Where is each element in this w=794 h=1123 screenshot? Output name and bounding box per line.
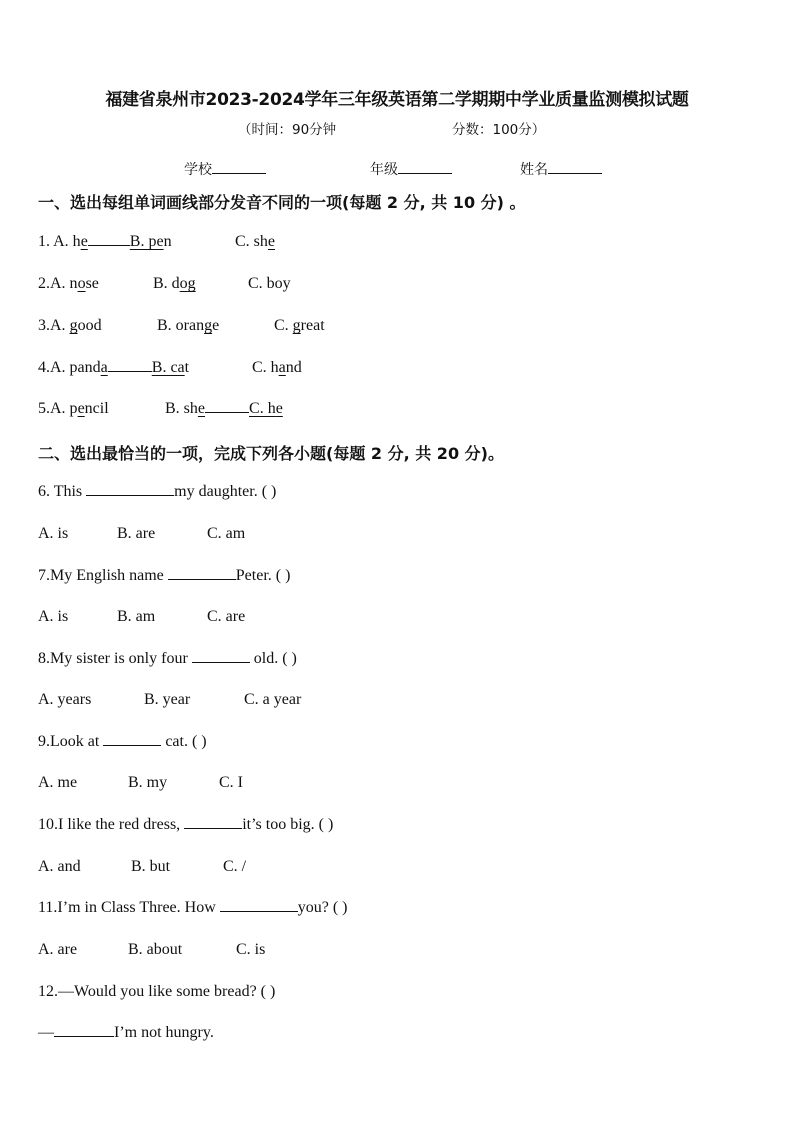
- name-blank[interactable]: [548, 159, 602, 174]
- question-6: 6. This my daughter. ( ): [38, 483, 277, 500]
- question-4: 4.A. panda B. cat: [38, 359, 190, 376]
- school-blank[interactable]: [212, 159, 266, 174]
- question-12: 12.—Would you like some bread? ( ): [38, 983, 276, 1000]
- option-a[interactable]: A. is: [38, 608, 69, 625]
- question-2-option-b: B. dog: [153, 275, 196, 292]
- school-field[interactable]: [184, 159, 266, 179]
- option-b[interactable]: B. my: [128, 774, 168, 791]
- grade-field[interactable]: [370, 159, 452, 179]
- option-b[interactable]: B. am: [117, 608, 156, 625]
- question-3-option-c: C. great: [274, 317, 325, 334]
- option-a[interactable]: A. is: [38, 525, 69, 542]
- section-1-heading: 一、选出每组单词画线部分发音不同的一项(每题 2 分, 共 10 分) 。: [38, 193, 526, 212]
- option-c[interactable]: C. am: [207, 525, 246, 542]
- answer-blank[interactable]: [192, 650, 250, 663]
- question-5: 5.A. pencil: [38, 400, 109, 417]
- answer-blank[interactable]: [220, 899, 298, 912]
- answer-blank[interactable]: [54, 1024, 114, 1037]
- question-2-option-c: C. boy: [248, 275, 291, 292]
- option-b[interactable]: B. are: [117, 525, 156, 542]
- grade-blank[interactable]: [398, 159, 452, 174]
- option-b[interactable]: B. year: [144, 691, 191, 708]
- page-title: 福建省泉州市2023-2024学年三年级英语第二学期期中学业质量监测模拟试题: [105, 90, 689, 110]
- answer-blank[interactable]: [86, 483, 174, 496]
- option-a[interactable]: A. are: [38, 941, 78, 958]
- answer-blank[interactable]: [103, 733, 161, 746]
- option-c[interactable]: C. are: [207, 608, 246, 625]
- option-a[interactable]: A. me: [38, 774, 78, 791]
- question-1: 1. A. he B. pen: [38, 233, 172, 250]
- name-field[interactable]: [520, 159, 602, 179]
- answer-blank[interactable]: [168, 567, 236, 580]
- question-7: 7.My English name Peter. ( ): [38, 567, 291, 584]
- grade-label: 年级: [370, 162, 398, 178]
- option-a[interactable]: A. years: [38, 691, 92, 708]
- option-c[interactable]: C. I: [219, 774, 243, 791]
- question-12-answer-line: — I’m not hungry.: [38, 1024, 214, 1041]
- option-b: B. p: [129, 233, 157, 250]
- option-b[interactable]: B. about: [128, 941, 183, 958]
- question-2: 2.A. nose: [38, 275, 99, 292]
- question-10: 10.I like the red dress, it’s too big. ( ): [38, 816, 334, 833]
- question-9: 9.Look at cat. ( ): [38, 733, 207, 750]
- question-11: 11.I’m in Class Three. How you? ( ): [38, 899, 348, 916]
- school-label: 学校: [184, 162, 212, 178]
- question-5-option-b: B. she C. he: [165, 400, 283, 417]
- question-8: 8.My sister is only four old. ( ): [38, 650, 297, 667]
- name-label: 姓名: [520, 162, 548, 178]
- option-c[interactable]: C. is: [236, 941, 266, 958]
- score-info: 分数：100分）: [452, 122, 546, 138]
- question-4-option-c: C. hand: [252, 359, 302, 376]
- option-a[interactable]: A. and: [38, 858, 81, 875]
- question-3-option-b: B. orange: [157, 317, 220, 334]
- answer-blank[interactable]: [184, 816, 242, 829]
- option-c[interactable]: C. /: [223, 858, 247, 875]
- section-2-heading: 二、选出最恰当的一项，完成下列各小题(每题 2 分, 共 20 分)。: [38, 444, 504, 463]
- option-c[interactable]: C. a year: [244, 691, 302, 708]
- time-info: （时间：90分钟: [238, 122, 337, 138]
- question-1-option-c: C. she: [235, 233, 276, 250]
- option-b[interactable]: B. but: [131, 858, 171, 875]
- question-3: 3.A. good: [38, 317, 102, 334]
- underline-gap: [88, 233, 130, 246]
